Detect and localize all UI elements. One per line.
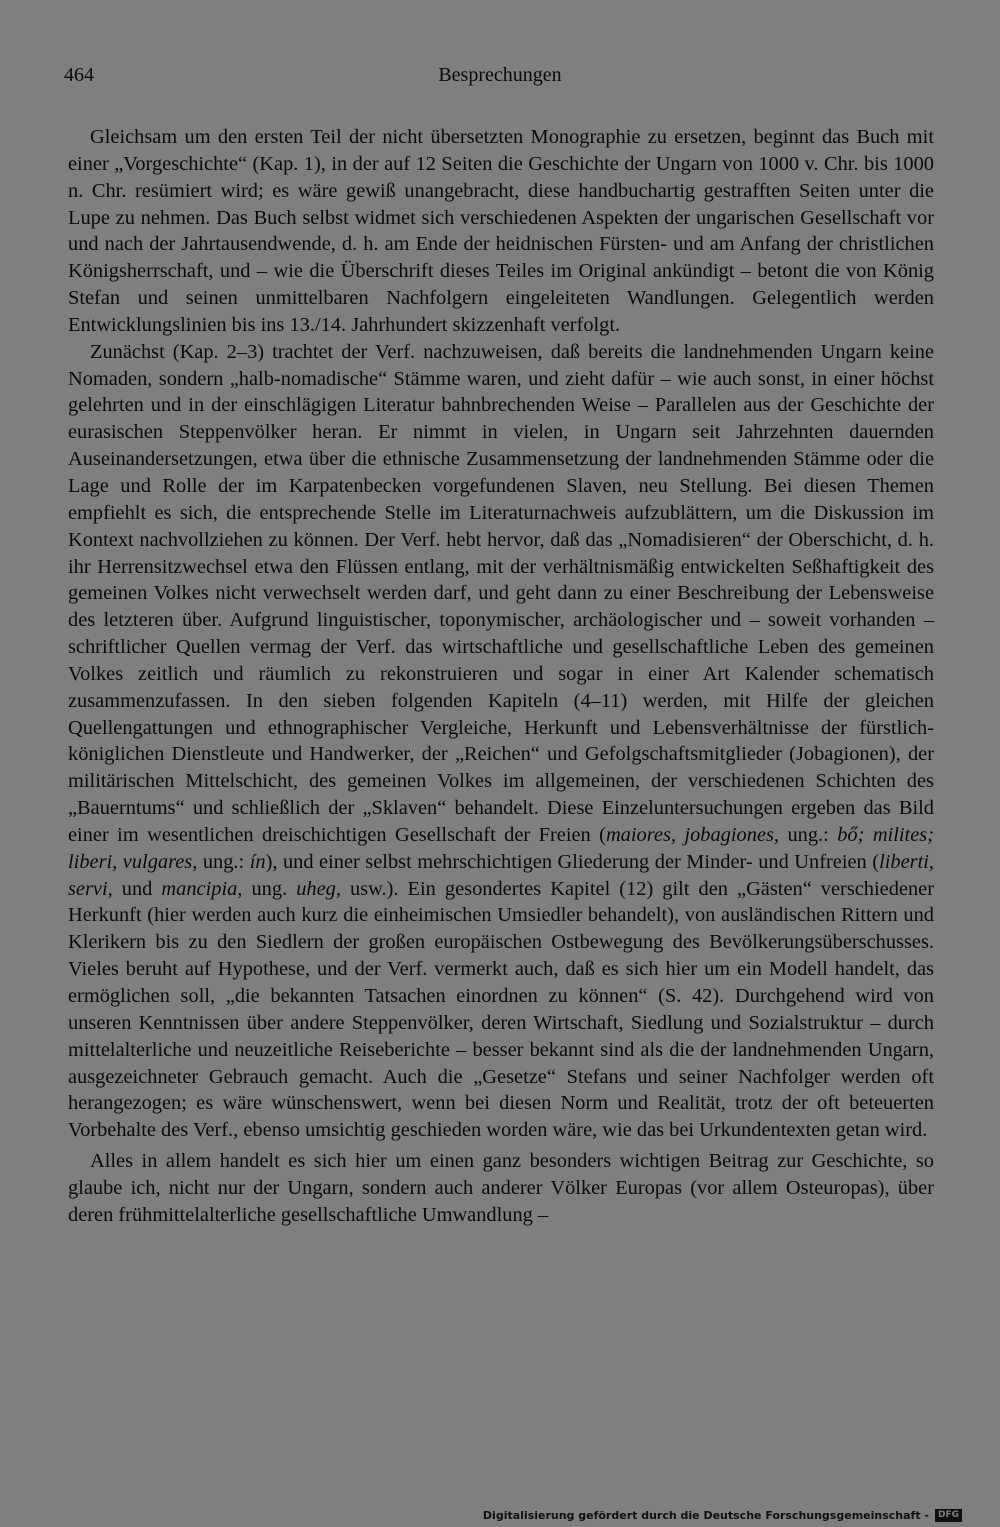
italic-text-segment: maiores, jobagiones, bbox=[605, 823, 780, 846]
footer-text: Digitalisierung gefördert durch die Deutsche Forschungsgemeinschaft - bbox=[482, 1509, 929, 1522]
page-number: 464 bbox=[64, 64, 94, 86]
body-text bbox=[68, 124, 934, 1229]
text-segment: Alles in allem handelt es sich hier um einen ganz besonders wichtigen Beitrag zur Geschichte, so glaube ich, nicht nur der Ungarn, sondern auch anderer Völker Europas (vor allem Osteuropas), über deren frühmittelalterliche gesellschaftliche Umwandlung – bbox=[68, 1150, 934, 1226]
text-segment: ung.: bbox=[779, 823, 838, 846]
paragraph-2 bbox=[68, 339, 934, 1144]
italic-text-segment: uheg, bbox=[296, 877, 341, 900]
text-segment: ), und einer selbst mehrschichtigen Gliederung der Minder- und Unfreien ( bbox=[265, 850, 880, 873]
italic-text-segment: mancipia, bbox=[161, 877, 243, 900]
dfg-logo-icon: DFG bbox=[935, 1509, 962, 1522]
text-segment: Gleichsam um den ersten Teil der nicht übersetzten Monographie zu ersetzen, beginnt das Buch mit einer „Vorgeschichte“ (Kap. 1), in der auf 12 Seiten die Geschichte der Ungarn von 1000 v. Chr. bis 1000 n. Chr. resümiert wird; es wäre gewiß unangebracht, diese handbuchartig gestrafften Seiten unter die Lupe zu nehmen. Das Buch selbst widmet sich verschiedenen Aspekten der ungarischen Gesellschaft vor und nach der Jahrtausendwende, d. h. am Ende der heidnischen Fürsten- und am Anfang der christlichen Königsherrschaft, und – wie die Überschrift dieses Teiles im Original ankündigt – betont die von König Stefan und seinen unmittelbaren Nachfolgern eingeleiteten Wandlungen. Gelegentlich werden Entwicklungslinien bis ins 13./14. Jahrhundert skizzenhaft verfolgt. bbox=[68, 126, 934, 336]
italic-text-segment: bő; milites; liberi, vulgares, bbox=[68, 823, 934, 873]
footer bbox=[483, 1509, 962, 1522]
italic-text-segment: liberti, servi, bbox=[68, 850, 935, 900]
text-segment: ung.: bbox=[197, 850, 250, 873]
paragraph-3 bbox=[68, 1148, 934, 1229]
italic-text-segment: ín bbox=[249, 850, 266, 873]
text-segment: und bbox=[112, 877, 162, 900]
text-segment: Zunächst (Kap. 2–3) trachtet der Verf. nachzuweisen, daß bereits die landnehmenden Ungarn keine Nomaden, sondern „halb-nomadische“ Stämme waren, und zieht dafür – wie auch sonst, in einer höchst gelehrten und in der einschlägigen Literatur bahnbrechenden Weise – Parallelen aus der Geschichte der eurasischen Steppenvölker heran. Er nimmt in vielen, in Ungarn seit Jahrzehnten dauernden Auseinandersetzungen, etwa über die ethnische Zusammensetzung der landnehmenden Stämme oder die Lage und Rolle der im Karpatenbecken vorgefundenen Slaven, neu Stellung. Bei diesen Themen empfiehlt es sich, die entsprechende Stelle im Literaturnachweis aufzublättern, um die Diskussion im Kontext nachvollziehen zu können. Der Verf. hebt hervor, daß das „Nomadisieren“ der Oberschicht, d. h. ihr Herrensitzwechsel etwa den Flüssen entlang, mit der verhältnismäßig entwickelten Seßhaftigkeit des gemeinen Volkes nicht verwechselt werden darf, und geht dann zu einer Beschreibung der Lebensweise des letzteren über. Aufgrund linguistischer, toponymischer, archäologischer und – soweit vorhanden – schriftlicher Quellen vermag der Verf. das wirtschaftliche und gesellschaftliche Leben des gemeinen Volkes zeitlich und räumlich zu rekonstruieren und sogar in einer Art Kalender schematisch zusammenzufassen. In den sieben folgenden Kapiteln (4–11) werden, mit Hilfe der gleichen Quellengattungen und ethnographischer Vergleiche, Herkunft und Lebensverhältnisse der fürstlich-königlichen Dienstleute und Handwerker, der „Reichen“ und Gefolgschaftsmitglieder (Jobagionen), der militärischen Mittelschicht, des gemeinen Volkes im allgemeinen, der verschiedenen Schichten des „Bauerntums“ und schließlich der „Sklaven“ behandelt. Diese Einzeluntersuchungen ergeben das Bild einer im wesentlichen dreischichtigen Gesellschaft der Freien ( bbox=[68, 340, 934, 846]
running-head: Besprechungen bbox=[438, 64, 562, 86]
text-segment: ung. bbox=[242, 877, 297, 900]
paragraph-1 bbox=[68, 124, 934, 339]
text-segment: usw.). Ein gesondertes Kapitel (12) gilt den „Gästen“ verschiedener Herkunft (hier werden auch kurz die einheimischen Umsiedler behandelt), von ausländischen Rittern und Klerikern bis zu den Siedlern der großen europäischen Ostbewegung des Bevölkerungsüberschusses. Vieles beruht auf Hypothese, und der Verf. vermerkt auch, daß es sich hier um ein Modell handelt, das ermöglichen soll, „die bekannten Tatsachen einordnen zu können“ (S. 42). Durchgehend wird von unseren Kenntnissen über andere Steppenvölker, deren Wirtschaft, Siedlung und Sozialstruktur – durch mittelalterliche und neuzeitliche Reiseberichte – besser bekannt sind als die der landnehmenden Ungarn, ausgezeichneter Gebrauch gemacht. Auch die „Gesetze“ Stefans und seiner Nachfolger werden oft herangezogen; es wäre wünschenswert, wenn bei diesen Norm und Realität, trotz der oft beteuerten Vorbehalte des Verf., ebenso umsichtig geschieden worden wäre, wie das bei Urkundentexten getan wird. bbox=[68, 877, 934, 1142]
